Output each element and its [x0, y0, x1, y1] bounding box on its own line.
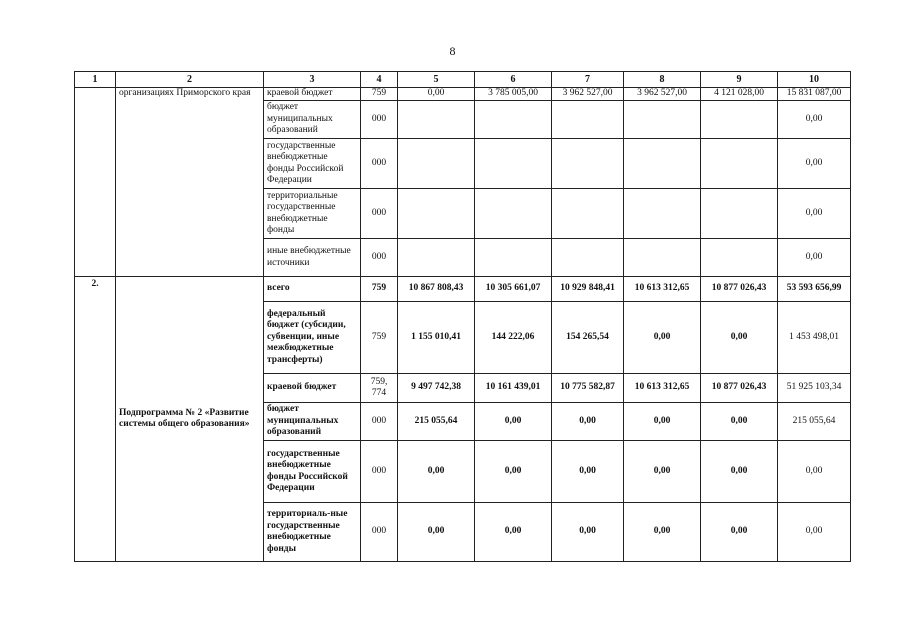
code-cell: 000: [361, 139, 398, 189]
value-cell: 4 121 028,00: [701, 88, 778, 101]
value-cell: 10 867 808,43: [398, 277, 475, 302]
value-cell: 0,00: [398, 503, 475, 562]
header-cell: 3: [264, 72, 361, 88]
value-cell: 10 877 026,43: [701, 277, 778, 302]
value-cell: 0,00: [475, 441, 552, 503]
value-cell: [624, 239, 701, 277]
value-cell: 3 785 005,00: [475, 88, 552, 101]
header-row: [75, 72, 851, 88]
value-cell: 144 222,06: [475, 302, 552, 374]
source-cell: иные внебюджетные источники: [264, 239, 361, 277]
value-cell: 10 929 848,41: [552, 277, 624, 302]
value-cell: [701, 239, 778, 277]
value-cell: 0,00: [778, 101, 851, 139]
value-cell: 0,00: [778, 139, 851, 189]
value-cell: 10 877 026,43: [701, 374, 778, 403]
value-cell: 10 613 312,65: [624, 277, 701, 302]
code-cell: 759, 774: [361, 374, 398, 403]
value-cell: 10 305 661,07: [475, 277, 552, 302]
index-cell: [75, 88, 116, 277]
value-cell: 0,00: [552, 403, 624, 441]
value-cell: 0,00: [624, 441, 701, 503]
table-row: [75, 88, 851, 101]
value-cell: 0,00: [552, 503, 624, 562]
value-cell: 0,00: [701, 441, 778, 503]
value-cell: 154 265,54: [552, 302, 624, 374]
value-cell: 0,00: [624, 403, 701, 441]
source-cell: краевой бюджет: [264, 88, 361, 101]
value-cell: 10 613 312,65: [624, 374, 701, 403]
value-cell: 215 055,64: [778, 403, 851, 441]
index-cell: 2.: [75, 277, 116, 562]
code-cell: 759: [361, 302, 398, 374]
value-cell: 0,00: [398, 88, 475, 101]
value-cell: [475, 101, 552, 139]
value-cell: [701, 189, 778, 239]
value-cell: [552, 189, 624, 239]
value-cell: [552, 101, 624, 139]
value-cell: [475, 139, 552, 189]
value-cell: 0,00: [624, 302, 701, 374]
header-cell: 2: [116, 72, 264, 88]
header-cell: 1: [75, 72, 116, 88]
value-cell: [398, 239, 475, 277]
header-cell: 6: [475, 72, 552, 88]
header-cell: 4: [361, 72, 398, 88]
value-cell: 0,00: [701, 302, 778, 374]
value-cell: 10 775 582,87: [552, 374, 624, 403]
value-cell: 15 831 087,00: [778, 88, 851, 101]
value-cell: [701, 139, 778, 189]
value-cell: 51 925 103,34: [778, 374, 851, 403]
budget-table: [74, 71, 851, 562]
value-cell: 0,00: [398, 441, 475, 503]
source-cell: территориаль-ные государственные внебюджетные фонды: [264, 503, 361, 562]
code-cell: 759: [361, 88, 398, 101]
value-cell: 0,00: [701, 403, 778, 441]
value-cell: 1 155 010,41: [398, 302, 475, 374]
value-cell: 3 962 527,00: [552, 88, 624, 101]
value-cell: 0,00: [778, 503, 851, 562]
source-cell: всего: [264, 277, 361, 302]
value-cell: 0,00: [701, 503, 778, 562]
source-cell: краевой бюджет: [264, 374, 361, 403]
source-cell: федеральный бюджет (субсидии, субвенции, иные межбюджетные трансферты): [264, 302, 361, 374]
value-cell: [398, 101, 475, 139]
value-cell: [398, 189, 475, 239]
value-cell: 53 593 656,99: [778, 277, 851, 302]
value-cell: [624, 189, 701, 239]
code-cell: 000: [361, 101, 398, 139]
value-cell: 1 453 498,01: [778, 302, 851, 374]
value-cell: 0,00: [552, 441, 624, 503]
source-cell: государственные внебюджетные фонды Российской Федерации: [264, 441, 361, 503]
table-row: [75, 277, 851, 302]
program-cell: организациях Приморского края: [116, 88, 264, 277]
value-cell: 215 055,64: [398, 403, 475, 441]
header-cell: 10: [778, 72, 851, 88]
value-cell: [398, 139, 475, 189]
source-cell: бюджет муниципальных образований: [264, 101, 361, 139]
value-cell: [624, 139, 701, 189]
code-cell: 000: [361, 403, 398, 441]
program-cell: Подпрограмма № 2 «Развитие системы общего образования»: [116, 277, 264, 562]
value-cell: 10 161 439,01: [475, 374, 552, 403]
source-cell: государственные внебюджетные фонды Российской Федерации: [264, 139, 361, 189]
header-cell: 5: [398, 72, 475, 88]
value-cell: 3 962 527,00: [624, 88, 701, 101]
value-cell: 0,00: [778, 239, 851, 277]
source-cell: территориальные государственные внебюджетные фонды: [264, 189, 361, 239]
value-cell: [552, 139, 624, 189]
value-cell: 0,00: [624, 503, 701, 562]
header-cell: 8: [624, 72, 701, 88]
value-cell: 0,00: [778, 441, 851, 503]
header-cell: 7: [552, 72, 624, 88]
value-cell: [475, 239, 552, 277]
code-cell: 000: [361, 441, 398, 503]
code-cell: 000: [361, 239, 398, 277]
value-cell: 9 497 742,38: [398, 374, 475, 403]
code-cell: 759: [361, 277, 398, 302]
value-cell: 0,00: [778, 189, 851, 239]
code-cell: 000: [361, 503, 398, 562]
header-cell: 9: [701, 72, 778, 88]
value-cell: [624, 101, 701, 139]
value-cell: [701, 101, 778, 139]
source-cell: бюджет муниципальных образований: [264, 403, 361, 441]
value-cell: 0,00: [475, 403, 552, 441]
value-cell: [475, 189, 552, 239]
value-cell: 0,00: [475, 503, 552, 562]
code-cell: 000: [361, 189, 398, 239]
value-cell: [552, 239, 624, 277]
page-number: 8: [449, 44, 456, 58]
